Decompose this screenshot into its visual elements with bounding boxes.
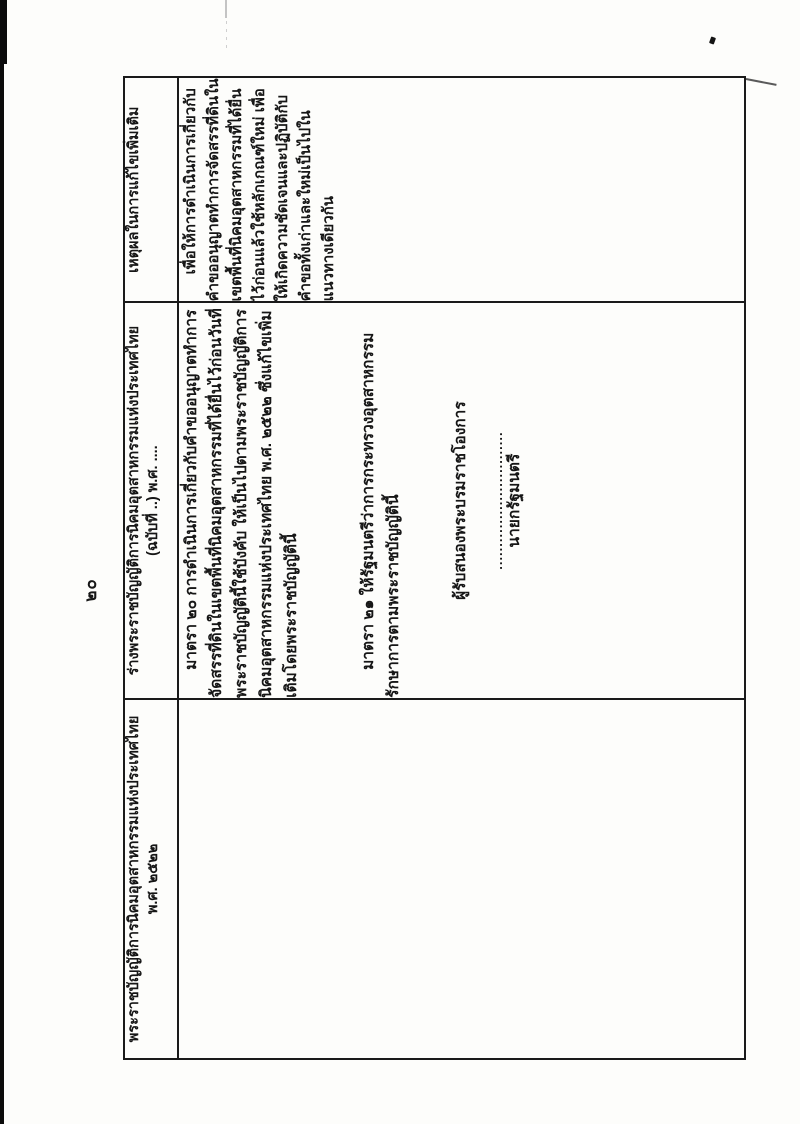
page-number: ๒๐ [81,578,100,602]
scan-left-edge-artifact [0,0,4,1124]
column-header-draft-act [124,302,178,698]
table-border-overshoot-line [746,78,777,86]
readable-document [81,76,746,1060]
law-comparison-table [123,76,746,1060]
table-header-row [124,77,178,1059]
ink-speck [709,36,716,44]
scan-left-edge-top-artifact [0,0,7,64]
current-act-cell-empty [178,699,745,1059]
draft-act-title-line2: (ฉบับที่ ..) พ.ศ. .... [144,445,161,556]
rotated-content-area [81,76,746,1060]
scan-fold-mark [225,0,227,18]
scan-fold-mark-dashes [226,21,227,51]
current-act-title-line1: พระราชบัญญัติการนิคมอุตสาหกรรมแห่งประเทศไทย [126,715,142,1043]
draft-act-title-line1: ร่างพระราชบัญญัติการนิคมอุตสาหกรรมแห่งประเทศไทย [126,325,142,676]
column-header-current-act [124,699,178,1059]
countersignature-block [450,303,526,697]
column-header-amendment-reason [124,77,178,302]
current-act-title-line2: พ.ศ. ๒๕๒๒ [144,843,161,915]
signature-dotted-line: .............................. [490,431,505,570]
amendment-reason-paragraph: เพื่อให้การดำเนินการเกี่ยวกับคำขออนุญาตทำการจัดสรรที่ดินในเขตพื้นที่นิคมอุตสาหกรรมที่ได้ยื่นไว้ก่อนแล้วใช้หลักเกณฑ์ใหม่ เพื่อให้เกิดความชัดเจนและปฏิบัติกับคำขอทั้งเก่าและใหม่เป็นไปในแนวทางเดียวกัน [182,78,337,302]
prime-minister-title: นายกรัฐมนตรี [506,453,523,548]
table-body-row [178,77,745,1059]
section-21-paragraph: มาตรา ๒๑ ให้รัฐมนตรีว่าการกระทรวงอุตสาหกรรมรักษาการตามพระราชบัญญัตินี้ [360,332,402,698]
draft-act-cell [178,302,745,698]
section-20-paragraph: มาตรา ๒๐ การดำเนินการเกี่ยวกับคำขออนุญาตทำการจัดสรรที่ดินในเขตพื้นที่นิคมอุตสาหกรรมที่ได้ยื่นไว้ก่อนวันที่พระราชบัญญัตินี้ใช้บังคับ ให้เป็นไปตามพระราชบัญญัติการนิคมอุตสาหกรรมแห่งประเทศไทย พ.ศ. ๒๕๒๒ ซึ่งแก้ไขเพิ่มเติมโดยพระราชบัญญัตินี้ [183,308,300,698]
countersign-caption: ผู้รับสนองพระบรมราชโองการ [452,401,469,600]
amendment-reason-cell [178,77,745,302]
amendment-reason-title: เหตุผลในการแก้ไขเพิ่มเติม [126,106,142,273]
